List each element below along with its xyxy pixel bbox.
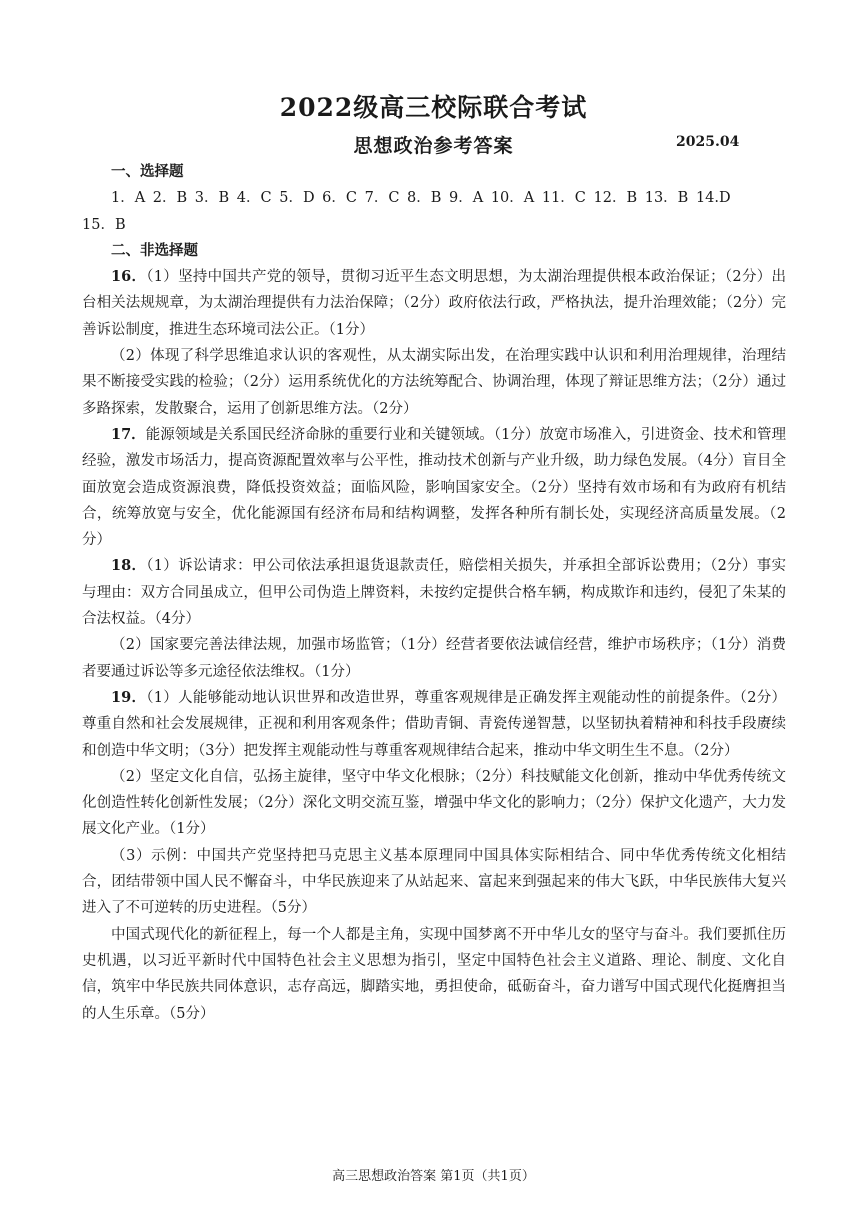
section-heading-nonchoice: 二、非选择题 [111, 241, 198, 259]
q19-part3-continued: 中国式现代化的新征程上，每一个人都是主角，实现中国梦离不开中华儿女的坚守与奋斗。我们要抓住历史机遇，以习近平新时代中国特色社会主义思想为指引，坚定中国特色社会主义道路、理论、制度、文化自信，筑牢中华民族共同体意识，志存高远，脚踏实地，勇担使命，砥砺奋斗，奋力谱写中国式现代化挺膺担当的人生乐章。（5分） [82, 926, 786, 1022]
q19-part1-text: （1）人能够能动地认识世界和改造世界，尊重客观规律是正确发挥主观能动性的前提条件。（2分）尊重自然和社会发展规律，正视和利用客观条件；借助青铜、青瓷传递智慧，以坚韧执着精神和科技手段赓续和创造中华文明；（3分）把发挥主观能动性与尊重客观规律结合起来，推动中华文明生生不息。（2分） [82, 689, 786, 759]
question-number-16: 16． [111, 268, 147, 286]
question-number-17: 17． [111, 425, 146, 443]
q19-part3: （3）示例：中国共产党坚持把马克思主义基本原理同中国具体实际相结合、同中华优秀传统文化相结合，团结带领中国人民不懈奋斗，中华民族迎来了从站起来、富起来到强起来的伟大飞跃，中华民族伟大复兴进入了不可逆转的历史进程。（5分） [82, 847, 786, 917]
q19-part1 [82, 685, 786, 764]
question-number-19: 19． [111, 688, 147, 706]
q16-part1 [82, 264, 786, 343]
q18-part1-text: （1）诉讼请求：甲公司依法承担退货退款责任，赔偿相关损失，并承担全部诉讼费用；（2分）事实与理由：双方合同虽成立，但甲公司伪造上牌资料，未按约定提供合格车辆，构成欺诈和违约，侵犯了朱某的合法权益。（4分） [82, 558, 786, 628]
q18-part1 [82, 553, 786, 632]
q18-part2: （2）国家要完善法律法规，加强市场监管；（1分）经营者要依法诚信经营，维护市场秩序；（1分）消费者要通过诉讼等多元途径依法维权。（1分） [82, 637, 786, 680]
section-heading-choice: 一、选择题 [111, 163, 184, 180]
answer-content [82, 159, 786, 1027]
exam-date: 2025.04 [676, 134, 740, 150]
q17-answer-text: 能源领域是关系国民经济命脉的重要行业和关键领域。（1分）放宽市场准入，引进资金、技术和管理经验，激发市场活力，提高资源配置效率与公平性，推动技术创新与产业升级，助力绿色发展。（4分）盲目全面放宽会造成资源浪费，降低投资效益；面临风险，影响国家安全。（2分）坚持有效市场和有为政府有机结合，统筹放宽与安全，优化能源国有经济布局和结构调整，发挥各种所有制长处，实现经济高质量发展。（2分） [82, 426, 786, 549]
q16-part1-text: （1）坚持中国共产党的领导，贯彻习近平生态文明思想，为太湖治理提供根本政治保证；（2分）出台相关法规规章，为太湖治理提供有力法治保障；（2分）政府依法行政，严格执法，提升治理效能；（2分）完善诉讼制度，推进生态环境司法公正。（1分） [82, 269, 786, 338]
q16-part2: （2）体现了科学思维追求认识的客观性，从太湖实际出发，在治理实践中认识和利用治理规律，治理结果不断接受实践的检验；（2分）运用系统优化的方法统筹配合、协调治理，体现了辩证思维方法；（2分）通过多路探索，发散聚合，运用了创新思维方法。（2分） [82, 348, 786, 417]
page-title: 2022级高三校际联合考试 [279, 93, 588, 122]
choice-answers-line-1: 1．A 2．B 3．B 4．C 5．D 6．C 7．C 8．B 9．A 10．A 11．C 12．B 13．B 14.D [111, 190, 731, 207]
page-footer: 高三思想政治答案 第1页（共1页） [332, 1169, 535, 1184]
choice-answers-line-2: 15．B [82, 216, 126, 233]
q19-part2: （2）坚定文化自信，弘扬主旋律，坚守中华文化根脉；（2分）科技赋能文化创新，推动中华优秀传统文化创造性转化创新性发展；（2分）深化文明交流互鉴，增强中华文化的影响力；（2分）保护文化遗产，大力发展文化产业。（1分） [82, 768, 786, 838]
question-number-18: 18． [111, 557, 147, 575]
q17-answer [82, 422, 786, 553]
page-subtitle: 思想政治参考答案 [353, 135, 514, 157]
